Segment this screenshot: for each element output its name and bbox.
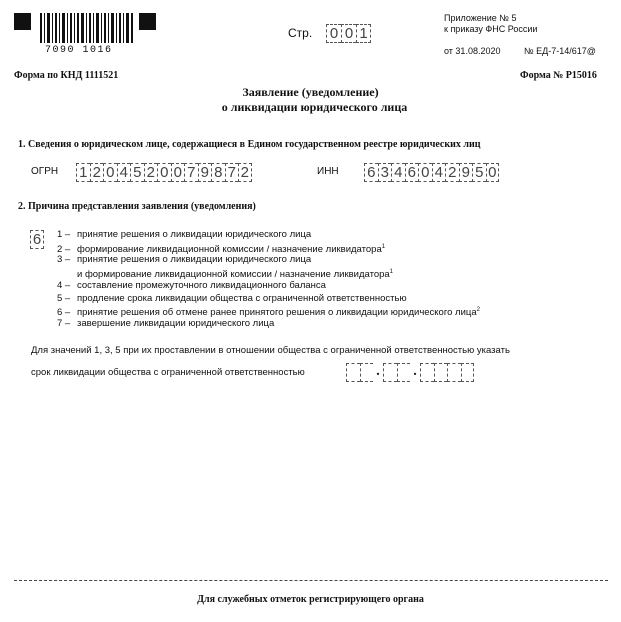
date-separator: .	[376, 364, 380, 379]
reason-item	[57, 293, 407, 304]
inn-digit: 6	[405, 163, 419, 182]
ogrn-digit: 2	[238, 163, 252, 182]
reason-number: 1 –	[57, 229, 71, 240]
section2-heading: 2. Причина представления заявления (уведомления)	[18, 201, 256, 212]
inn-digit: 3	[378, 163, 392, 182]
appendix-order: № ЕД-7-14/617@	[524, 46, 596, 56]
ogrn-digit: 5	[130, 163, 144, 182]
inn-digit: 4	[391, 163, 405, 182]
reason-number: 2 –	[57, 243, 71, 255]
liquidation-term-label: срок ликвидации общества с ограниченной ответственностью	[31, 367, 305, 378]
date-year-cell	[420, 363, 434, 382]
footnote-marker: 1	[389, 269, 394, 276]
reason-item	[57, 267, 393, 280]
page-number-cells	[326, 24, 371, 43]
date-day-cell	[360, 363, 374, 382]
reason-number: 6 –	[57, 307, 71, 319]
registration-mark-left	[14, 13, 31, 30]
title-line1: Заявление (уведомление)	[242, 85, 379, 99]
ogrn-digit: 1	[76, 163, 90, 182]
page-digit: 0	[341, 24, 356, 43]
service-footer: Для служебных отметок регистрирующего органа	[197, 594, 424, 605]
reason-text: формирование ликвидационной комиссии / назначение ликвидатора	[77, 243, 382, 255]
date-month-cell	[397, 363, 411, 382]
service-divider	[14, 580, 608, 581]
inn-cells	[364, 163, 499, 182]
inn-digit: 0	[486, 163, 500, 182]
reason-number: 4 –	[57, 279, 71, 291]
inn-label: ИНН	[317, 166, 339, 177]
inn-digit: 5	[472, 163, 486, 182]
date-month-cell	[383, 363, 397, 382]
reason-text: продление срока ликвидации общества с ограниченной ответственностью	[77, 292, 407, 304]
reason-item	[57, 318, 274, 329]
ogrn-digit: 0	[171, 163, 185, 182]
page-label: Стр.	[288, 26, 313, 40]
page-digit: 0	[326, 24, 341, 43]
reason-text: принятие решения об отмене ранее принятого решения о ликвидации юридического лица	[77, 307, 477, 319]
appendix-date: от 31.08.2020	[444, 46, 501, 56]
barcode-number: 7090 1016	[45, 45, 113, 56]
ogrn-digit: 9	[198, 163, 212, 182]
date-year-cell	[447, 363, 461, 382]
reason-text: составление промежуточного ликвидационного баланса	[77, 279, 326, 291]
ogrn-label: ОГРН	[31, 166, 59, 177]
appendix-line1: Приложение № 5	[444, 13, 517, 23]
title-line2: о ликвидации юридического лица	[221, 100, 408, 114]
reason-item	[57, 242, 385, 255]
reason-number: 3 –	[57, 254, 71, 266]
form-knd: Форма по КНД 1111521	[14, 70, 119, 81]
ogrn-digit: 4	[117, 163, 131, 182]
footnote-marker: 2	[476, 307, 480, 314]
inn-digit: 2	[445, 163, 459, 182]
reason-item	[57, 254, 311, 265]
reason-text: и формирование ликвидационной комиссии / назначение ликвидатора	[77, 269, 390, 281]
ogrn-digit: 0	[103, 163, 117, 182]
registration-mark-right	[139, 13, 156, 30]
date-separator: .	[413, 364, 417, 379]
page-digit: 1	[356, 24, 371, 43]
date-year-cell	[461, 363, 475, 382]
reason-number: 5 –	[57, 292, 71, 304]
reason-code: 6	[30, 230, 44, 249]
date-day-cell	[346, 363, 360, 382]
ogrn-cells	[76, 163, 252, 182]
ogrn-digit: 7	[225, 163, 239, 182]
section1-heading: 1. Сведения о юридическом лице, содержащиеся в Едином государственном реестре юридических лиц	[18, 139, 481, 150]
inn-digit: 0	[418, 163, 432, 182]
inn-digit: 9	[459, 163, 473, 182]
document-title	[0, 85, 621, 115]
reason-item	[57, 229, 311, 240]
liquidation-note: Для значений 1, 3, 5 при их проставлении в отношении общества с ограниченной ответственностью указать	[31, 345, 510, 356]
reason-item	[57, 305, 480, 318]
reason-code-cell	[30, 230, 44, 249]
inn-digit: 6	[364, 163, 378, 182]
ogrn-digit: 8	[211, 163, 225, 182]
form-number: Форма № Р15016	[520, 70, 597, 81]
liquidation-term-date	[346, 363, 474, 382]
reason-item	[57, 280, 326, 291]
reason-text: принятие решения о ликвидации юридического лица	[77, 254, 312, 266]
ogrn-digit: 2	[90, 163, 104, 182]
footnote-marker: 1	[381, 243, 386, 250]
barcode	[40, 13, 134, 43]
appendix-line2: к приказу ФНС России	[444, 24, 538, 34]
ogrn-digit: 2	[144, 163, 158, 182]
inn-digit: 4	[432, 163, 446, 182]
reason-number: 7 –	[57, 317, 71, 329]
ogrn-digit: 0	[157, 163, 171, 182]
ogrn-digit: 7	[184, 163, 198, 182]
date-year-cell	[434, 363, 448, 382]
reason-text: принятие решения о ликвидации юридического лица	[77, 229, 312, 240]
reason-text: завершение ликвидации юридического лица	[77, 317, 275, 329]
